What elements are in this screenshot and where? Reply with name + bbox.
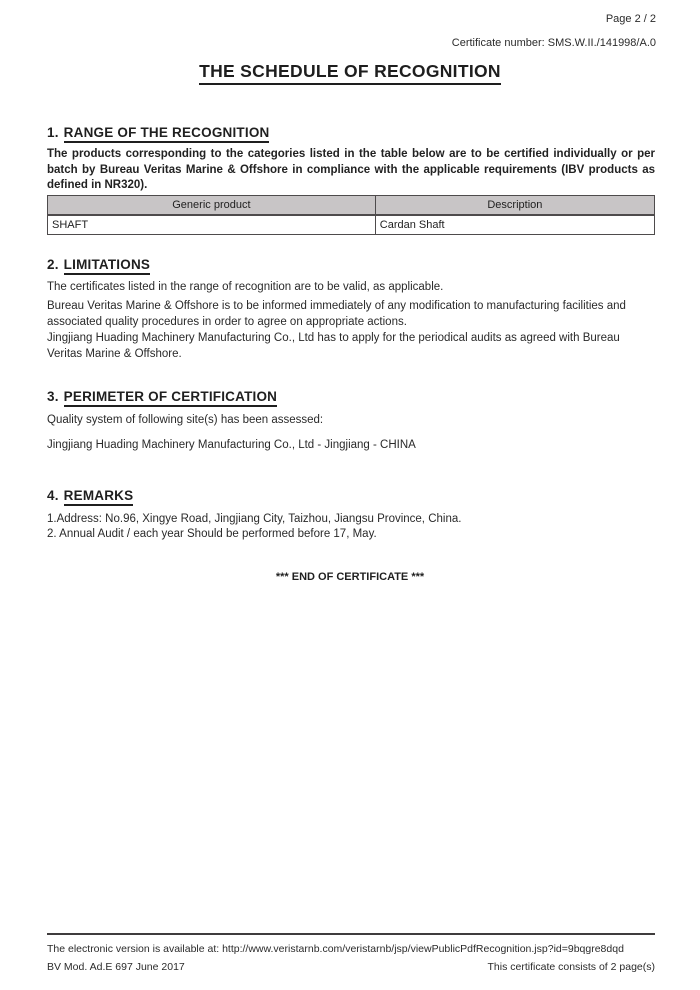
- document-title: THE SCHEDULE OF RECOGNITION: [0, 61, 700, 85]
- section-number: 2.: [47, 257, 59, 272]
- certificate-number-value: SMS.W.II./141998/A.0: [547, 37, 656, 49]
- section-number: 3.: [47, 389, 59, 404]
- limitations-paragraph: Jingjiang Huading Machinery Manufacturing Co., Ltd has to apply for the periodical audits as agreed with Bureau Veritas Marine & Offshore.: [47, 332, 620, 360]
- electronic-version-note: The electronic version is available at: http://www.veristarnb.com/veristarnb/jsp/viewPublicPdfRecognition.jsp?id=9bqgre8dqd: [47, 943, 624, 955]
- section-heading-text: RANGE OF THE RECOGNITION: [64, 125, 270, 143]
- remarks-line: 2. Annual Audit / each year Should be performed before 17, May.: [47, 527, 377, 540]
- form-reference: BV Mod. Ad.E 697 June 2017: [47, 961, 185, 973]
- cell-generic-product: SHAFT: [48, 215, 376, 235]
- limitations-paragraph: The certificates listed in the range of recognition are to be valid, as applicable.: [47, 281, 444, 293]
- section-heading-text: PERIMETER OF CERTIFICATION: [64, 389, 277, 407]
- section-heading-limitations: [47, 257, 150, 275]
- column-header-description: Description: [375, 196, 654, 215]
- footer-divider: [47, 933, 655, 935]
- table-row: [48, 215, 655, 235]
- section-heading-text: REMARKS: [64, 488, 134, 506]
- remarks-list: [47, 512, 655, 541]
- recognition-products-table: [47, 195, 655, 235]
- section-heading-range: [47, 125, 269, 143]
- page-count-note: This certificate consists of 2 page(s): [487, 961, 655, 973]
- perimeter-paragraph: Quality system of following site(s) has been assessed:: [47, 414, 324, 426]
- section-heading-perimeter: [47, 389, 277, 407]
- section-number: 1.: [47, 125, 59, 140]
- column-header-generic-product: Generic product: [48, 196, 376, 215]
- section-heading-remarks: [47, 488, 133, 506]
- table-header-row: [48, 196, 655, 215]
- perimeter-paragraph: Jingjiang Huading Machinery Manufacturing Co., Ltd - Jingjiang - CHINA: [47, 439, 416, 451]
- page-indicator: Page 2 / 2: [605, 13, 656, 25]
- end-of-certificate-marker: *** END OF CERTIFICATE ***: [275, 571, 425, 583]
- remarks-line: 1.Address: No.96, Xingye Road, Jingjiang City, Taizhou, Jiangsu Province, China.: [47, 513, 462, 525]
- cell-description: Cardan Shaft: [375, 215, 654, 235]
- certificate-number-label: Certificate number:: [451, 37, 545, 49]
- certificate-number-line: [452, 37, 656, 49]
- section-heading-text: LIMITATIONS: [64, 257, 150, 275]
- footer-bottom-line: [47, 961, 655, 973]
- limitations-paragraph: Bureau Veritas Marine & Offshore is to be informed immediately of any modification to manufacturing facilities and associated quality procedures in order to agree on appropriate actions.: [47, 300, 626, 328]
- section-number: 4.: [47, 488, 59, 503]
- range-intro-paragraph: The products corresponding to the categories listed in the table below are to be certified individually or per batch by Bureau Veritas Marine & Offshore in compliance with the applicable requirements (IBV products as defined in NR320).: [47, 148, 655, 191]
